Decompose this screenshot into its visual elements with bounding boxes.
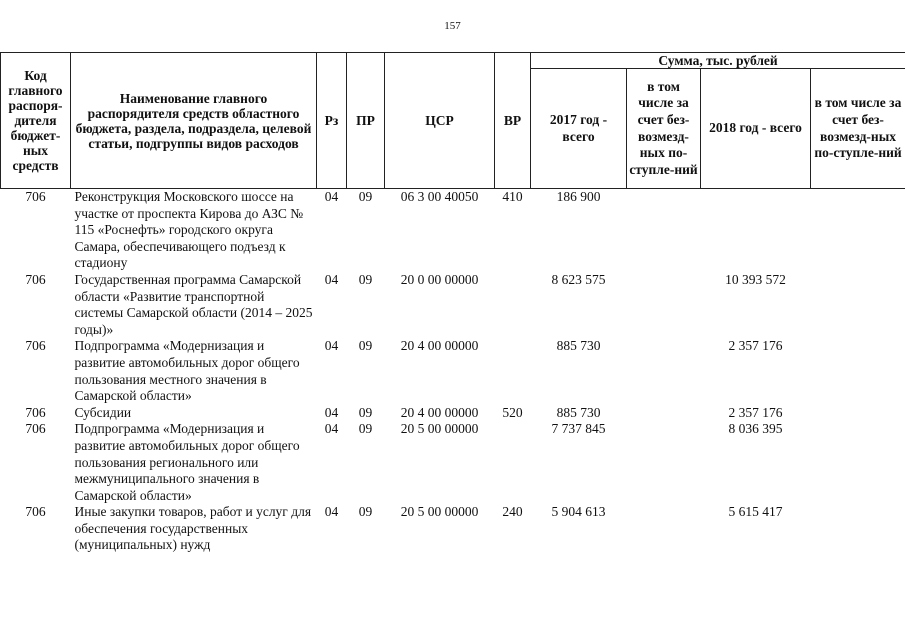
cell-free2018	[811, 189, 905, 272]
cell-vr: 520	[502, 404, 523, 420]
cell-name: Подпрограмма «Модернизация и развитие автомобильных дорог общего пользования местного значения в Самарской области»	[74, 338, 300, 404]
cell-sum2018: 8 036 395	[728, 421, 783, 437]
table-row	[1, 421, 905, 504]
budget-table-wrapper	[0, 52, 905, 640]
table-row	[1, 338, 905, 404]
cell-rz: 04	[324, 338, 339, 354]
cell-pr: 09	[358, 421, 373, 437]
cell-sum2017: 8 623 575	[551, 271, 606, 287]
cell-name: Реконструкция Московского шоссе на участке от проспекта Кирова до АЗС № 115 «Роснефть» городского округа Самара, обеспечивающего подъезд к стадиону	[74, 189, 304, 271]
table-row	[1, 189, 905, 272]
cell-pr: 09	[358, 271, 373, 287]
cell-sum2018: 2 357 176	[728, 338, 783, 354]
cell-sum2018: 2 357 176	[728, 404, 783, 420]
cell-free2017	[627, 405, 701, 422]
cell-free2018	[811, 504, 905, 554]
cell-vr	[495, 421, 531, 504]
cell-rz: 04	[324, 271, 339, 287]
cell-kod: 706	[25, 338, 46, 354]
cell-free2017	[627, 338, 701, 404]
header-sum2017: 2017 год - всего	[531, 69, 627, 189]
header-sum2018: 2018 год - всего	[701, 69, 811, 189]
cell-sum2017: 7 737 845	[551, 421, 606, 437]
header-name: Наименование главного распорядителя средств областного бюджета, раздела, подраздела, целевой статьи, подгруппы видов расходов	[71, 53, 317, 189]
cell-vr	[495, 338, 531, 404]
header-free2017: в том числе за счет без-возмезд-ных по-ступле-ний	[627, 69, 701, 189]
cell-sum2017: 5 904 613	[551, 504, 606, 520]
cell-csr: 20 5 00 00000	[400, 421, 479, 437]
cell-csr: 06 3 00 40050	[400, 189, 479, 204]
header-csr: ЦСР	[385, 53, 495, 189]
budget-table	[0, 52, 905, 554]
cell-free2017	[627, 272, 701, 338]
cell-sum2018: 10 393 572	[725, 271, 786, 287]
header-free2018: в том числе за счет без-возмезд-ных по-ступле-ний	[811, 69, 905, 189]
header-sum-group: Сумма, тыс. рублей	[531, 53, 905, 69]
table-row	[1, 272, 905, 338]
cell-sum2017: 885 730	[556, 338, 601, 354]
cell-vr	[495, 272, 531, 338]
cell-free2017	[627, 189, 701, 272]
header-rz: Рз	[317, 53, 347, 189]
cell-free2017	[627, 504, 701, 554]
cell-pr: 09	[358, 338, 373, 354]
cell-free2017	[627, 421, 701, 504]
cell-kod: 706	[25, 271, 46, 287]
cell-name: Подпрограмма «Модернизация и развитие автомобильных дорог общего пользования регионального или межмуниципального значения в Самарской области»	[74, 421, 300, 503]
table-row	[1, 504, 905, 554]
cell-csr: 20 5 00 00000	[400, 504, 479, 520]
header-pr: ПР	[347, 53, 385, 189]
cell-vr: 410	[502, 189, 523, 204]
cell-csr: 20 0 00 00000	[400, 271, 479, 287]
cell-csr: 20 4 00 00000	[400, 404, 479, 420]
table-header	[1, 53, 905, 189]
table-body	[1, 189, 905, 555]
cell-sum2017: 186 900	[556, 189, 601, 204]
cell-rz: 04	[324, 404, 339, 420]
cell-kod: 706	[25, 421, 46, 437]
cell-rz: 04	[324, 504, 339, 520]
cell-kod: 706	[25, 404, 46, 420]
cell-sum2018	[701, 189, 811, 272]
table-row	[1, 405, 905, 422]
cell-pr: 09	[358, 404, 373, 420]
cell-pr: 09	[358, 189, 373, 204]
cell-free2018	[811, 421, 905, 504]
cell-name: Иные закупки товаров, работ и услуг для обеспечения государственных (муниципальных) нужд	[74, 504, 312, 553]
cell-sum2018: 5 615 417	[728, 504, 783, 520]
header-vr: ВР	[495, 53, 531, 189]
cell-vr: 240	[502, 504, 523, 520]
cell-free2018	[811, 405, 905, 422]
cell-pr: 09	[358, 504, 373, 520]
cell-name: Государственная программа Самарской области «Развитие транспортной системы Самарской области (2014 – 2025 годы)»	[74, 271, 313, 337]
cell-free2018	[811, 338, 905, 404]
page-number: 157	[444, 20, 461, 32]
cell-sum2017: 885 730	[556, 404, 601, 420]
cell-rz: 04	[324, 189, 339, 204]
cell-name: Субсидии	[74, 404, 132, 420]
header-kod: Код главного распоря-дителя бюджет-ных средств	[1, 53, 71, 189]
cell-rz: 04	[324, 421, 339, 437]
cell-kod: 706	[25, 504, 46, 520]
cell-kod: 706	[25, 189, 46, 204]
cell-csr: 20 4 00 00000	[400, 338, 479, 354]
cell-free2018	[811, 272, 905, 338]
